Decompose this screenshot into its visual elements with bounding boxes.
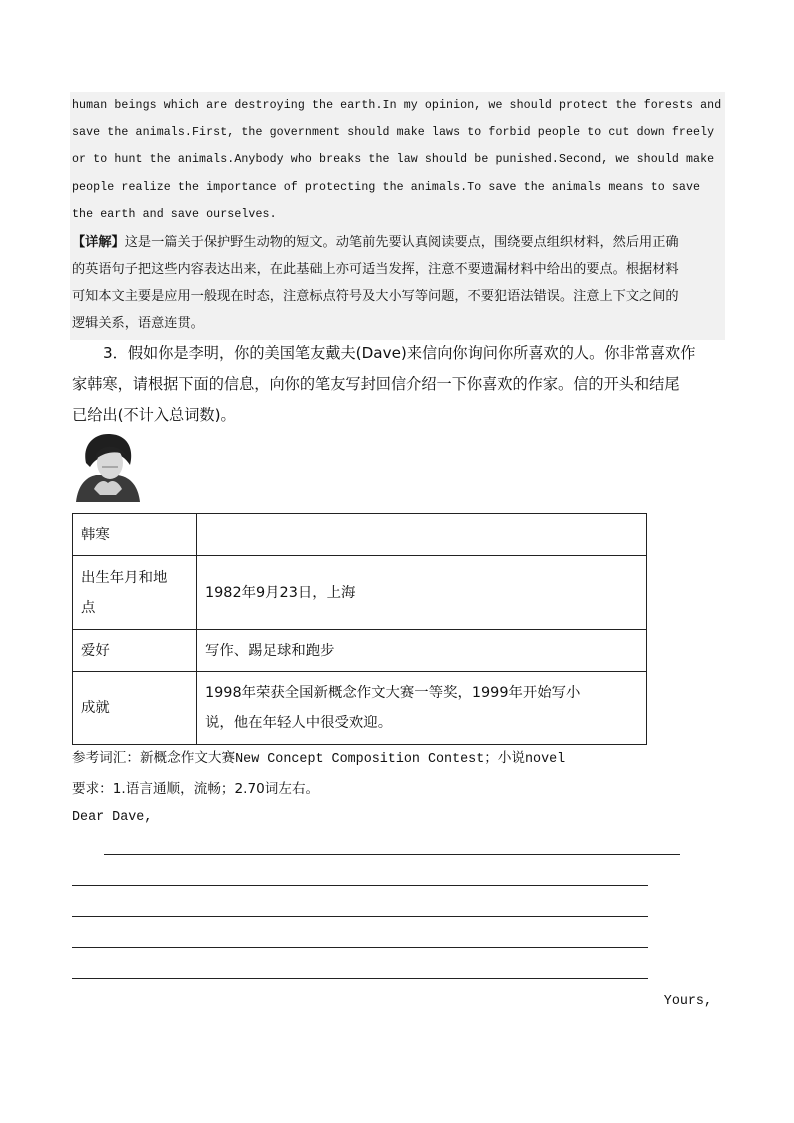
table-cell-key (73, 672, 197, 745)
table-cell-value (197, 630, 647, 672)
table-cell-key (73, 556, 197, 630)
author-photo-image (72, 433, 143, 502)
table-row (73, 630, 647, 672)
row-3-key: 爱好 (81, 642, 110, 659)
question-line-3: 已给出(不计入总词数)。 (72, 406, 236, 424)
detail-paragraph (72, 229, 722, 337)
row-1-key: 韩寒 (81, 526, 110, 543)
writing-line-5 (72, 978, 648, 979)
row-3-value: 写作、踢足球和跑步 (205, 642, 335, 659)
sample-answer-line-5: the earth and save ourselves. (72, 208, 277, 221)
requirements-prefix: 要求： (72, 781, 113, 797)
sample-answer-line-4: people realize the importance of protecting the animals.To save the animals means to save (72, 181, 701, 194)
sample-answer-line-1: human beings which are destroying the earth.In my opinion, we should protect the forests and (72, 99, 722, 112)
detail-line-2: 的英语句子把这些内容表达出来，在此基础上亦可适当发挥，注意不要遗漏材料中给出的要点。根据材料 (72, 262, 679, 277)
table-cell-key (73, 514, 197, 556)
writing-line-3 (72, 916, 648, 917)
question-line-1: 3．假如你是李明，你的美国笔友戴夫(Dave)来信向你询问你所喜欢的人。你非常喜欢作 (103, 344, 696, 362)
detail-label: 【详解】 (72, 235, 125, 250)
vocab-sep: ；小说 (484, 750, 526, 766)
requirements-text: 1.语言通顺，流畅；2.70词左右。 (112, 781, 320, 797)
table-cell-value (197, 556, 647, 630)
vocab-term: New Concept Composition Contest (235, 752, 485, 767)
table-cell-value (197, 514, 647, 556)
writing-line-2 (72, 885, 648, 886)
detail-line-4: 逻辑关系，语意连贯。 (72, 316, 204, 331)
row-2-value: 1982年9月23日，上海 (205, 584, 356, 601)
row-4-key: 成就 (81, 700, 110, 716)
table-cell-value (197, 672, 647, 745)
table-row (73, 556, 647, 630)
row-4-value-line-1: 1998年荣获全国新概念作文大赛一等奖，1999年开始写小 (205, 685, 581, 701)
vocab-line (72, 746, 565, 767)
author-info-table (72, 513, 647, 745)
vocab-prefix: 参考词汇：新概念作文大赛 (72, 750, 236, 766)
table-row (73, 514, 647, 556)
writing-line-1 (104, 854, 680, 855)
letter-greeting (72, 808, 152, 825)
table-cell-key (73, 630, 197, 672)
row-4-value-line-2: 说，他在年轻人中很受欢迎。 (205, 715, 393, 731)
row-2-key-line-2: 点 (81, 599, 96, 616)
sample-answer-line-3: or to hunt the animals.Anybody who breaks the law should be punished.Second, we should make (72, 153, 715, 166)
detail-line-1: 这是一篇关于保护野生动物的短文。动笔前先要认真阅读要点，围绕要点组织材料，然后用正确 (124, 235, 679, 250)
requirements-line (72, 777, 319, 797)
detail-line-3: 可知本文主要是应用一般现在时态，注意标点符号及大小写等问题，不要犯语法错误。注意上下文之间的 (72, 289, 679, 304)
sample-answer-line-2: save the animals.First, the government should make laws to forbid people to cut down freely (72, 126, 715, 139)
question-line-2: 家韩寒，请根据下面的信息，向你的笔友写封回信介绍一下你喜欢的作家。信的开头和结尾 (72, 375, 680, 393)
table-row (73, 672, 647, 745)
author-photo (72, 433, 143, 502)
vocab-term-2: novel (525, 752, 566, 767)
letter-closing: Yours, (663, 994, 712, 1009)
writing-line-4 (72, 947, 648, 948)
greeting-text: Dear Dave, (72, 810, 153, 825)
row-2-key-line-1: 出生年月和地 (81, 569, 168, 586)
